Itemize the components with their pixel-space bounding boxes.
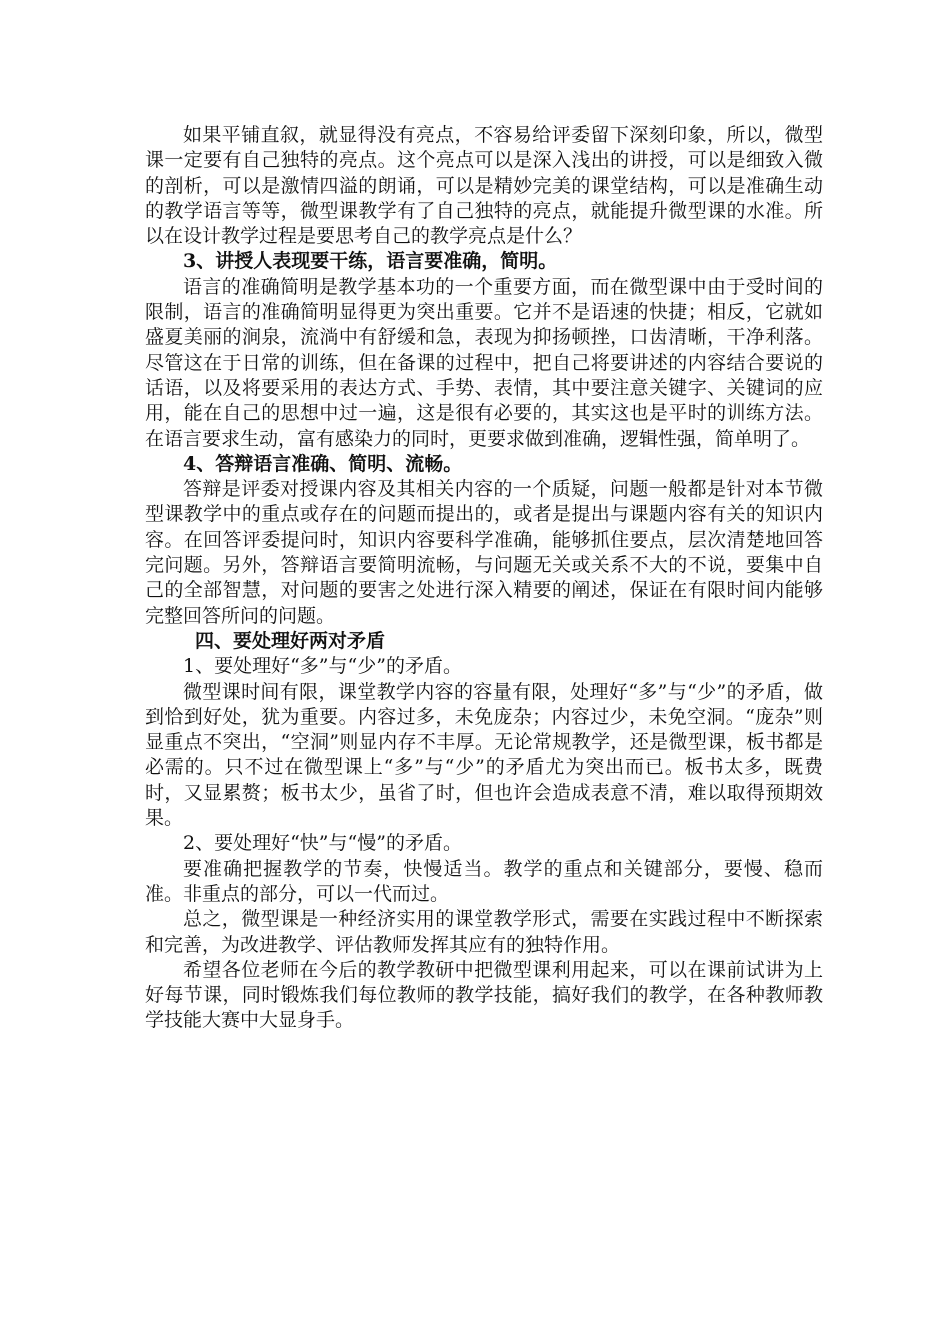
paragraph-item-2: 2、要处理好“快”与“慢”的矛盾。 bbox=[183, 832, 462, 855]
paragraph-highlight: 如果平铺直叙，就显得没有亮点，不容易给评委留下深刻印象，所以，微型课一定要有自己独特的亮点。这个亮点可以是深入浅出的讲授，可以是细致入微的剖析，可以是激情四溢的朗诵，可以是精妙完美的课堂结构，可以是准确生动的教学语言等等，微型课教学有了自己独特的亮点，就能提升微型课的水准。所以在设计教学过程是要思考自己的教学亮点是什么？ bbox=[145, 124, 823, 248]
paragraph-summary: 总之，微型课是一种经济实用的课堂教学形式，需要在实践过程中不断探索和完善，为改进教学、评估教师发挥其应有的独特作用。 bbox=[145, 908, 823, 956]
paragraph-item-1: 1、要处理好“多”与“少”的矛盾。 bbox=[183, 655, 462, 678]
document-page bbox=[145, 123, 823, 1034]
paragraph-hope: 希望各位老师在今后的教学教研中把微型课利用起来，可以在课前试讲为上好每节课，同时锻炼我们每位教师的教学技能，搞好我们的教学，在各种教师教学技能大赛中大显身手。 bbox=[145, 958, 823, 1032]
heading-4: 4、答辩语言准确、简明、流畅。 bbox=[183, 452, 463, 475]
heading-3: 3、讲授人表现要干练，语言要准确，简明。 bbox=[183, 250, 558, 273]
heading-section-four: 四、要处理好两对矛盾 bbox=[195, 629, 386, 652]
paragraph-language: 语言的准确简明是教学基本功的一个重要方面，而在微型课中由于受时间的限制，语言的准确简明显得更为突出重要。它并不是语速的快捷；相反，它就如盛夏美丽的涧泉，流淌中有舒缓和急，表现为抑扬顿挫，口齿清晰，干净利落。尽管这在于日常的训练，但在备课的过程中，把自己将要讲述的内容结合要说的话语，以及将要采用的表达方式、手势、表情，其中要注意关键字、关键词的应用，能在自己的思想中过一遍，这是很有必要的，其实这也是平时的训练方法。在语言要求生动，富有感染力的同时，更要求做到准确，逻辑性强，简单明了。 bbox=[145, 275, 823, 450]
paragraph-more-less: 微型课时间有限，课堂教学内容的容量有限，处理好“多”与“少”的矛盾，做到恰到好处，犹为重要。内容过多，未免庞杂；内容过少，未免空洞。“庞杂”则显重点不突出，“空洞”则显内存不丰厚。无论常规教学，还是微型课，板书都是必需的。只不过在微型课上“多”与“少”的矛盾尤为突出而已。板书太多，既费时，又显累赘；板书太少，虽省了时，但也许会造成表意不清，难以取得预期效果。 bbox=[145, 680, 823, 830]
paragraph-defense: 答辩是评委对授课内容及其相关内容的一个质疑，问题一般都是针对本节微型课教学中的重点或存在的问题而提出的，或者是提出与课题内容有关的知识内容。在回答评委提问时，知识内容要科学准确，能够抓住要点，层次清楚地回答完问题。另外，答辩语言要简明流畅，与问题无关或关系不大的不说，要集中自己的全部智慧，对问题的要害之处进行深入精要的阐述，保证在有限时间内能够完整回答所问的问题。 bbox=[145, 478, 823, 627]
paragraph-pace: 要准确把握教学的节奏，快慢适当。教学的重点和关键部分，要慢、稳而准。非重点的部分，可以一代而过。 bbox=[145, 857, 823, 905]
